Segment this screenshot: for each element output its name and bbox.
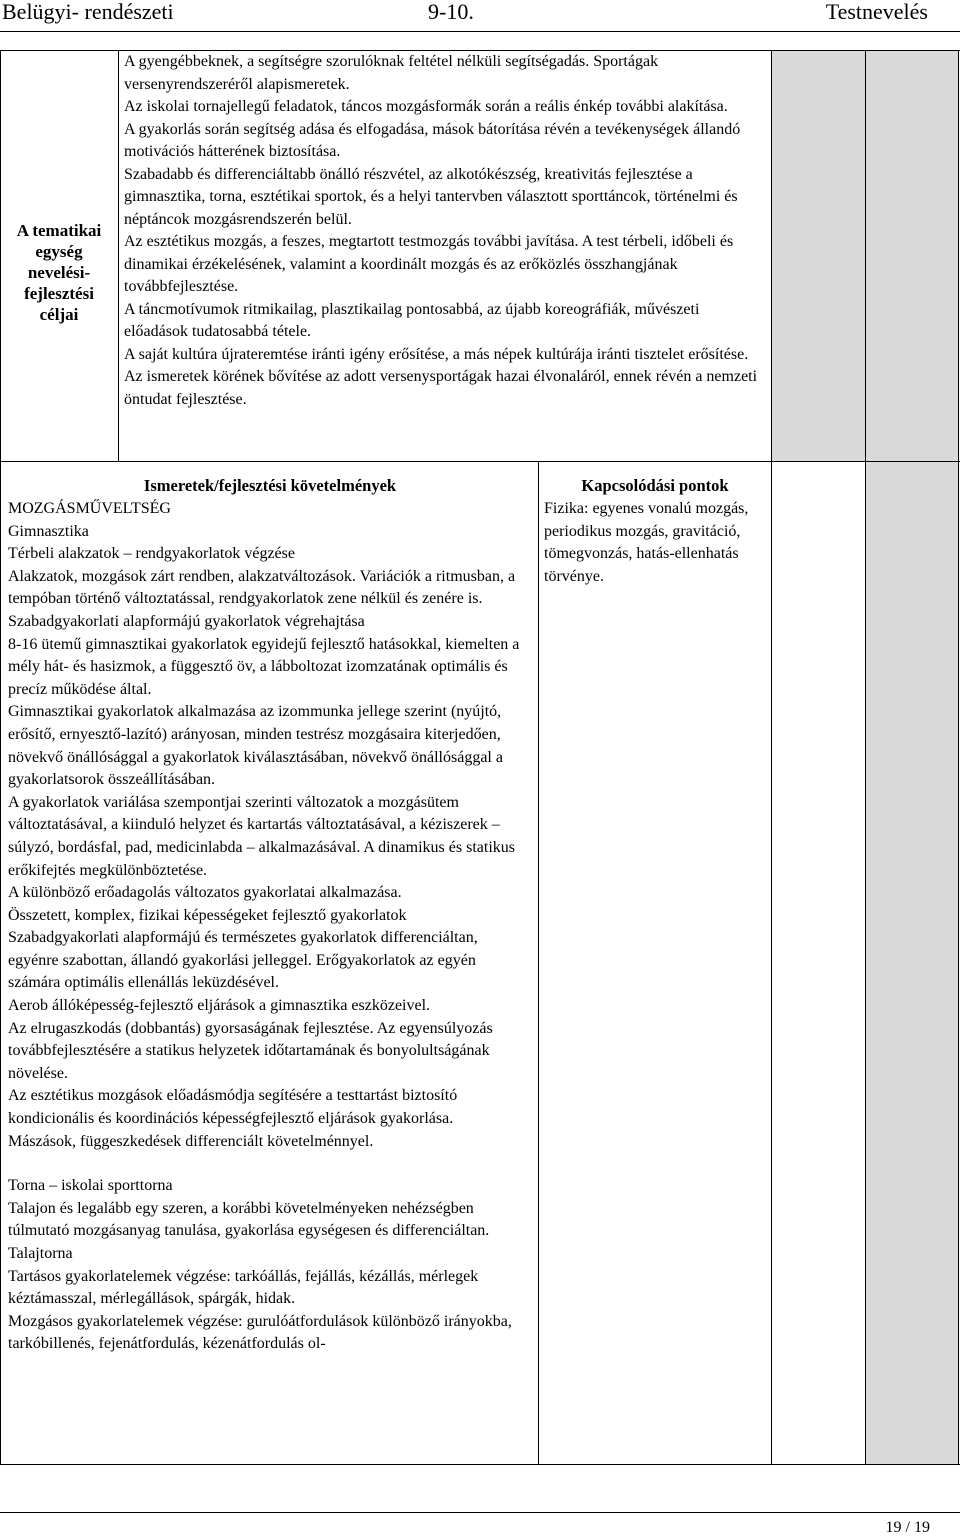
requirements-right-rule xyxy=(538,462,539,1465)
goals-bottom-rule xyxy=(0,461,960,462)
requirement-item: Mozgásos gyakorlatelemek végzése: gurulóátfordulások különböző irányokba, tarkóbillenés, fejenátfordulás, kézenátfordulás ol- xyxy=(8,1312,512,1353)
requirement-item: Talajtorna xyxy=(8,1245,73,1262)
page-header xyxy=(0,0,960,32)
header-left: Belügyi- rendészeti xyxy=(2,0,174,24)
requirement-item: Térbeli alakzatok – rendgyakorlatok végzése xyxy=(8,545,295,563)
header-center: 9-10. xyxy=(428,0,474,24)
header-rule xyxy=(0,31,960,32)
requirement-item: MOZGÁSMŰVELTSÉG xyxy=(8,500,171,517)
goals-side-label: A tematikai egység nevelési-fejlesztési céljai xyxy=(16,221,102,324)
goal-item: Az ismeretek körének bővítése az adott versenysportágak hazai élvonaláról, ennek révén a nemzeti öntudat fejlesztése. xyxy=(124,368,758,408)
connection-item: Fizika: egyenes vonalú mozgás, periodikus mozgás, gravitáció, tömegvonzás, hatás-ellenhatás törvénye. xyxy=(544,500,749,585)
goal-item: A saját kultúra újrateremtése iránti igény erősítése, a más népek kultúrája iránti tisztelet erősítése. xyxy=(124,345,749,363)
requirement-item: Alakzatok, mozgások zárt rendben, alakzatváltozások. Variációk a ritmusban, a tempóban történő változtatással, rendgyakorlatok zene nélkül és zenére is. xyxy=(8,567,516,608)
requirement-item: Aerob állóképesség-fejlesztő eljárások a gimnasztika eszközeivel. xyxy=(8,997,431,1015)
requirement-item: Mászások, függeszkedések differenciált követelménnyel. xyxy=(8,1132,374,1150)
goals-right-rule xyxy=(771,50,772,462)
requirement-item: Talajon és legalább egy szeren, a korábbi követelményeken nehézségben túlmutató mozgásanyag tanulása, gyakorlása egységesen és differenciáltan. xyxy=(8,1199,490,1240)
table-bottom-rule xyxy=(0,1464,960,1465)
requirement-item: Gimnasztika xyxy=(8,522,89,540)
goal-item: A táncmotívumok ritmikailag, plasztikailag pontosabbá, az újabb koreográfiák, művészeti előadások tudatosabbá tétele. xyxy=(124,300,700,340)
blank-line xyxy=(8,1153,532,1175)
requirements-heading: Ismeretek/fejlesztési követelmények xyxy=(143,476,397,495)
requirement-item: Az elrugaszkodás (dobbantás) gyorsaságának fejlesztése. Az egyensúlyozás továbbfejlesztésére a statikus helyzetek időtartamának és bonyolultságának növelése. xyxy=(8,1019,493,1082)
requirement-item: Szabadgyakorlati alapformájú gyakorlatok végrehajtása xyxy=(8,612,365,630)
table-right-rule xyxy=(958,50,959,1465)
requirement-item: A gyakorlatok variálása szempontjai szerinti változatok a mozgásütem változtatásával, a kiinduló helyzet és kartartás változtatásával, a kéziszerek – súlyzó, bordásfal, pad, medicinlabda – alkalmazásával. A dinamikus és statikus erőkifejtés megkülönböztetése. xyxy=(8,793,515,879)
footer-rule xyxy=(0,1512,960,1513)
connections-text xyxy=(544,498,772,588)
goals-text xyxy=(124,51,764,411)
requirement-item: Az esztétikus mozgások előadásmódja segítésére a testtartást biztosító kondicionális és koordinációs képességfejlesztő eljárások gyakorlása. xyxy=(8,1087,458,1128)
goal-item: A gyengébbeknek, a segítségre szorulóknak feltétel nélküli segítségadás. Sportágak versenyrendszeréről alapismeretek. xyxy=(124,53,659,93)
goal-item: Az esztétikus mozgás, a feszes, megtartott testmozgás további javítása. A test térbeli, időbeli és dinamikai érzékelésének, valamint a koordinált mozgás és az erőközlés összhangjának továbbfejlesztése. xyxy=(124,233,734,295)
table-left-rule xyxy=(0,50,1,1465)
requirement-item: Gimnasztikai gyakorlatok alkalmazása az izommunka jellege szerint (nyújtó, erősítő, ernyesztő-lazító) arányosan, minden testrész mozgásaira kiterjedően, növekvő önállósággal a gyakorlatok kiválasztásában, növekvő önállósággal a gyakorlatsorok összeállításában. xyxy=(8,703,503,789)
goal-item: A gyakorlás során segítség adása és elfogadása, mások bátorítása révén a tevékenységek állandó motivációs hátterének biztosítása. xyxy=(124,120,741,160)
grey-column-right xyxy=(866,51,959,1464)
header-right: Testnevelés xyxy=(825,0,928,24)
requirement-item: Összetett, komplex, fizikai képességeket fejlesztő gyakorlatok xyxy=(8,906,407,924)
goal-item: Az iskolai tornajellegű feladatok, táncos mozgásformák során a reális énkép további alakítása. xyxy=(124,98,728,115)
requirement-item: 8-16 ütemű gimnasztikai gyakorlatok egyidejű fejlesztő hatásokkal, kiemelten a mély hát- és hasizmok, a függesztő öv, a lábboltozat izomzatának optimális és precíz működése által. xyxy=(8,635,520,698)
requirement-item: A különböző erőadagolás változatos gyakorlatai alkalmazása. xyxy=(8,884,402,902)
requirements-text xyxy=(8,498,532,1356)
side-label-rule xyxy=(118,50,119,462)
requirement-item: Tartásos gyakorlatelemek végzése: tarkóállás, fejállás, kézállás, mérlegek kéztámasszal, mérlegállások, spárgák, hidak. xyxy=(8,1267,479,1308)
goal-item: Szabadabb és differenciáltabb önálló részvétel, az alkotókészség, kreativitás fejlesztése a gimnasztika, torna, esztétikai sportok, és a helyi tantervben választott sporttáncok, történelmi és néptáncok mozgásrendszerén belül. xyxy=(124,165,738,228)
requirement-item: Szabadgyakorlati alapformájú és természetes gyakorlatok differenciáltan, egyénre szabottan, állandó gyakorlási jelleggel. Erőgyakorlatok az egyén számára optimális ellenállás leküzdésével. xyxy=(8,929,478,992)
grey-divider-rule xyxy=(865,50,866,1465)
requirement-item: Torna – iskolai sporttorna xyxy=(8,1177,173,1195)
page-number: 19 / 19 xyxy=(885,1519,930,1536)
connections-right-rule xyxy=(771,462,772,1465)
grey-cell-mid xyxy=(772,51,865,461)
connections-heading: Kapcsolódási pontok xyxy=(581,476,729,495)
